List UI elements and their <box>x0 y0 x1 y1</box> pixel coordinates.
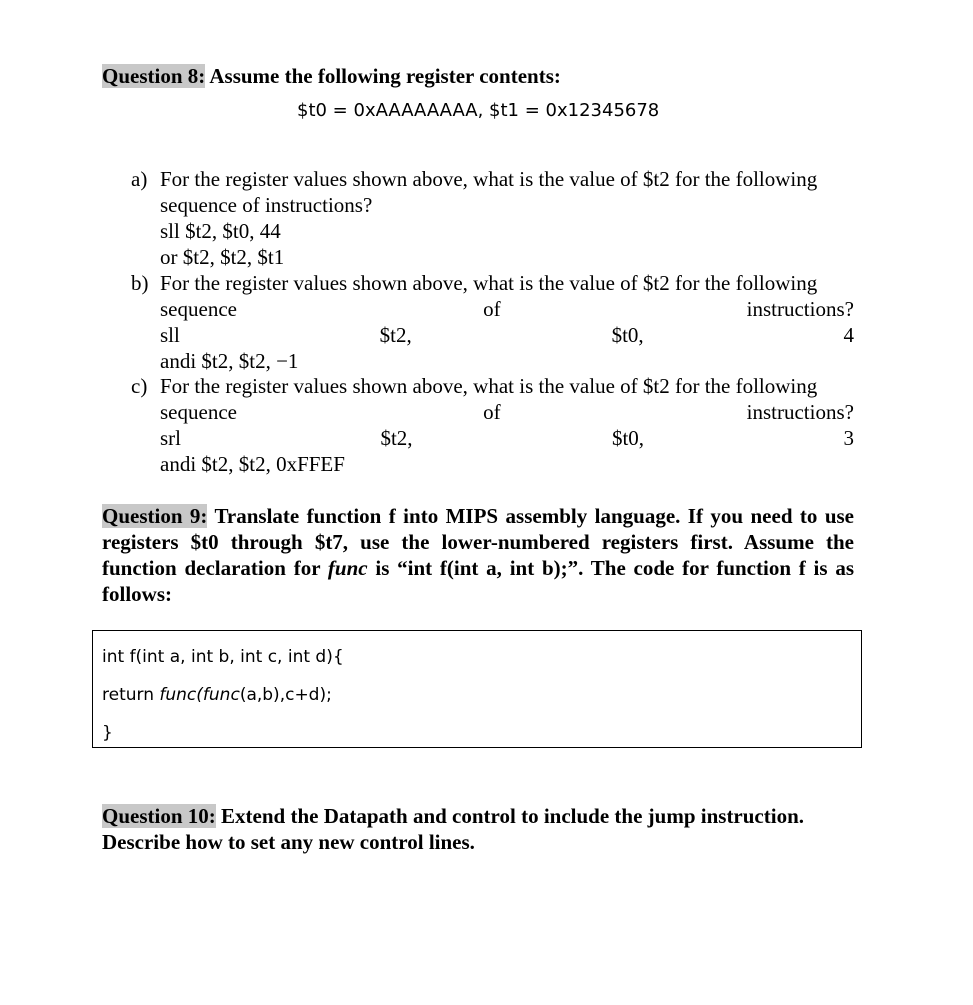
q8-registers: $t0 = 0xAAAAAAAA, $t1 = 0x12345678 <box>297 100 660 121</box>
q8a-marker: a) <box>131 167 148 191</box>
q8c-token: 3 <box>843 426 854 450</box>
q8a-line3: sll $t2, $t0, 44 <box>160 219 281 243</box>
q9-label: Question 9: <box>102 504 208 528</box>
q8b-token: $t2, <box>379 323 412 347</box>
q9-text-a: Translate function f into MIPS assembly language. If you need to use registers $t0 through $t7, use the lower-numbered registers first. Assume the function declaration for <box>102 504 855 580</box>
q8b-line2 <box>160 297 854 322</box>
q8b-token: $t0, <box>611 323 644 347</box>
q8b-line4: andi $t2, $t2, −1 <box>160 349 299 373</box>
code-func-2: func <box>202 685 240 705</box>
q8a-line1: For the register values shown above, what is the value of $t2 for the following <box>160 167 818 191</box>
q10-label: Question 10: <box>102 804 216 828</box>
q8c-word: instructions? <box>746 400 854 424</box>
q8c-line4: andi $t2, $t2, 0xFFEF <box>160 452 345 476</box>
q8c-line3 <box>160 426 854 451</box>
q9-text-italic: func <box>327 556 368 580</box>
q8-text: Assume the following register contents: <box>205 64 561 88</box>
code-box <box>92 630 862 748</box>
q8b-marker: b) <box>131 271 149 295</box>
q8b-word: sequence <box>160 297 237 321</box>
q10-line2: Describe how to set any new control lines. <box>102 830 475 854</box>
code-line-1: int f(int a, int b, int c, int d){ <box>102 647 344 667</box>
code-line-2 <box>102 685 332 705</box>
q8b-token: 4 <box>843 323 854 347</box>
q8-heading <box>102 64 561 89</box>
q8a-line4: or $t2, $t2, $t1 <box>160 245 285 269</box>
q8c-token: $t2, <box>380 426 413 450</box>
q8a-line2: sequence of instructions? <box>160 193 373 217</box>
q8c-marker: c) <box>131 374 148 398</box>
code-func-1: func <box>159 685 197 705</box>
q10-heading <box>102 804 804 829</box>
q10-text: Extend the Datapath and control to include the jump instruction. <box>215 804 805 828</box>
q8b-word: of <box>483 297 501 321</box>
q8b-line3 <box>160 323 854 348</box>
code-line-3: } <box>102 723 113 743</box>
code-paren: ( <box>196 685 203 705</box>
q8c-token: $t0, <box>611 426 645 450</box>
q9-text-b: is “int f(int a, int b);”. The code for function f is as follows: <box>102 556 854 606</box>
q9-paragraph <box>102 503 854 607</box>
q8c-line1: For the register values shown above, what is the value of $t2 for the following <box>160 374 818 398</box>
code-line-2-post: (a,b),c+d); <box>239 685 332 705</box>
q8c-line2 <box>160 400 854 425</box>
code-line-2-pre: return <box>102 685 160 705</box>
q8c-word: sequence <box>160 400 237 424</box>
q8c-word: of <box>483 400 501 424</box>
q8b-token: sll <box>160 323 180 347</box>
q8b-line1: For the register values shown above, what is the value of $t2 for the following <box>160 271 818 295</box>
q8b-word: instructions? <box>746 297 854 321</box>
q8-label: Question 8: <box>102 64 206 88</box>
q8c-token: srl <box>160 426 181 450</box>
